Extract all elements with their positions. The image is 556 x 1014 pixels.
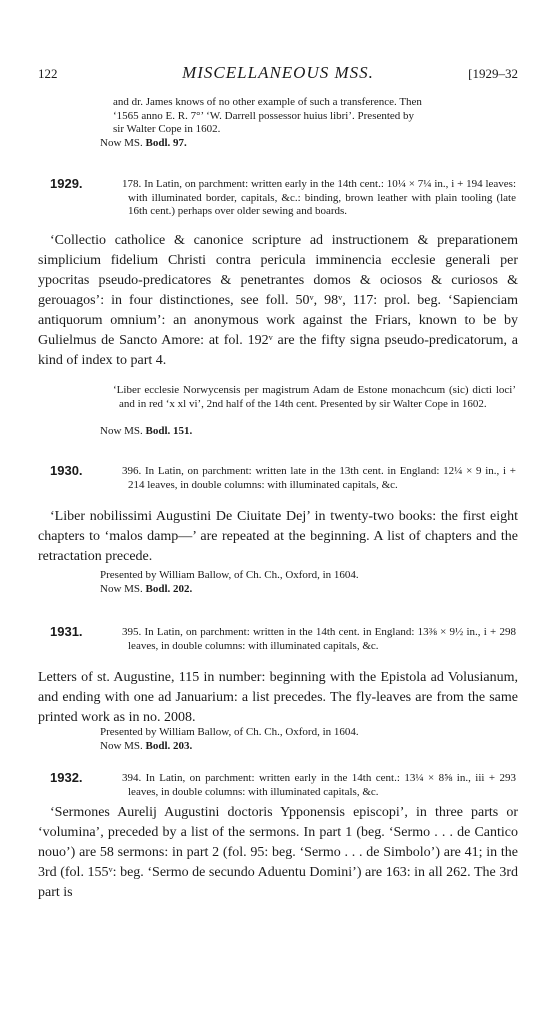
entry-text: ‘Liber nobilissimi Augustini De Ciuitate Dej’ in twenty-two books: the first eight chapters to ‘malos damp—’ are repeated at the beginning. A list of chapters and the retractation precede. [38, 509, 518, 564]
shelfmark-line [100, 137, 187, 151]
entry-1929-head [50, 178, 516, 219]
entry-text: ‘Collectio catholice & canonice scripture ad instructionem & preparationem simplicium fidelium Christi contra pericula imminencia ecclesie generali per ypocritas pseudo-predicatores & penetrantes domos & ociosos & curiosos & gerouagos’: in four distinctiones, see foll. 50ᵛ, 98ᵛ, 117: prol. beg. ‘Sapienciam antiquorum omnium’: an anonymous work against the Friars, known to be by Gulielmus de Sancto Amore: at fol. 192ᵛ are the fifty signa pseudo-predicatorum, a kind of index to part 4. [38, 233, 518, 368]
entry-1930-note [100, 569, 359, 596]
entry-text: Letters of st. Augustine, 115 in number: beginning with the Epistola ad Volusianum, and ending with one ad Januarium: a list precedes. The fly-leaves are from the same printed work as in no. 2008. [38, 670, 518, 725]
shelfmark-prefix: Now MS. [100, 582, 146, 595]
running-header [38, 63, 518, 85]
entry-description: 178. In Latin, on parchment: written early in the 14th cent.: 10¼ × 7¼ in., i + 194 leaves: with illuminated border, capitals, &c.: binding, brown leather with plain tooling (late 16th cent.) perhaps over older sewing and boards. [122, 178, 516, 217]
entry-1932-head [50, 772, 516, 799]
entry-description: 394. In Latin, on parchment: written early in the 14th cent.: 13¼ × 8⅝ in., iii + 293 leaves, in double columns: with illuminated capitals, &c. [122, 772, 516, 798]
entry-1929-body [38, 231, 518, 371]
entry-1932-body [38, 803, 518, 903]
note-line: ‘1565 anno E. R. 7°’ ‘W. Darrell possessor huius libri’. Presented by [113, 109, 415, 122]
entry-1931-shelfmark [100, 740, 359, 754]
entry-1930-body [38, 507, 518, 567]
entry-number: 1932. [50, 770, 83, 785]
shelfmark: Bodl. 202. [145, 582, 193, 595]
entry-1929-note [113, 384, 516, 411]
entry-range: [1929–32 [468, 66, 518, 81]
entry-number: 1930. [50, 463, 83, 478]
shelfmark-prefix: Now MS. [100, 739, 146, 752]
entry-description: 395. In Latin, on parchment: written in the 14th cent. in England: 13⅜ × 9½ in., i + 298 leaves, in double columns: with illuminated capitals, &c. [122, 626, 516, 652]
page-number: 122 [38, 66, 58, 81]
entry-1931-head [50, 626, 516, 653]
entry-1930-head [50, 465, 516, 492]
entry-1930-shelfmark [100, 583, 359, 597]
entry-description: 396. In Latin, on parchment: written late in the 13th cent. in England: 12¼ × 9 in., i + 214 leaves, in double columns: with illuminated capitals, &c. [122, 465, 516, 491]
provenance-note: Presented by William Ballow, of Ch. Ch., Oxford, in 1604. [100, 569, 359, 581]
entry-number: 1931. [50, 624, 83, 639]
running-title: MISCELLANEOUS MSS. [182, 63, 374, 82]
entry-number: 1929. [50, 176, 83, 191]
shelfmark-prefix: Now MS. [100, 425, 146, 437]
provenance-note: ‘Liber ecclesie Norwycensis per magistrum Adam de Estone monachcum (sic) dicti loci’ and in red ‘x xl vi’, 2nd half of the 14th cent. Presented by sir Walter Cope in 1602. [113, 384, 516, 410]
entry-text: ‘Sermones Aurelij Augustini doctoris Ypponensis episcopi’, in three parts or ‘volumina’, preceded by a list of the sermons. In part 1 (beg. ‘Sermo . . . de Cantico nouo’) are 58 sermons: in part 2 (fol. 95: beg. ‘Sermo . . . de Simbolo’) are 41; in the 3rd (fol. 155ᵛ: beg. ‘Sermo de secundo Aduentu Domini’) are 163: in all 262. The 3rd part is [38, 805, 518, 900]
provenance-note: Presented by William Ballow, of Ch. Ch., Oxford, in 1604. [100, 726, 359, 738]
note-line: and dr. James knows of no other example of such a transference. Then [113, 96, 422, 108]
carry-over-note [113, 96, 516, 137]
entry-1931-note [100, 726, 359, 753]
shelfmark: Bodl. 97. [145, 137, 187, 149]
entry-1929-shelfmark [100, 425, 192, 439]
shelfmark-prefix: Now MS. [100, 137, 146, 149]
entry-1931-body [38, 668, 518, 728]
shelfmark: Bodl. 151. [145, 425, 193, 437]
shelfmark: Bodl. 203. [145, 739, 193, 752]
note-line: sir Walter Cope in 1602. [113, 123, 221, 135]
